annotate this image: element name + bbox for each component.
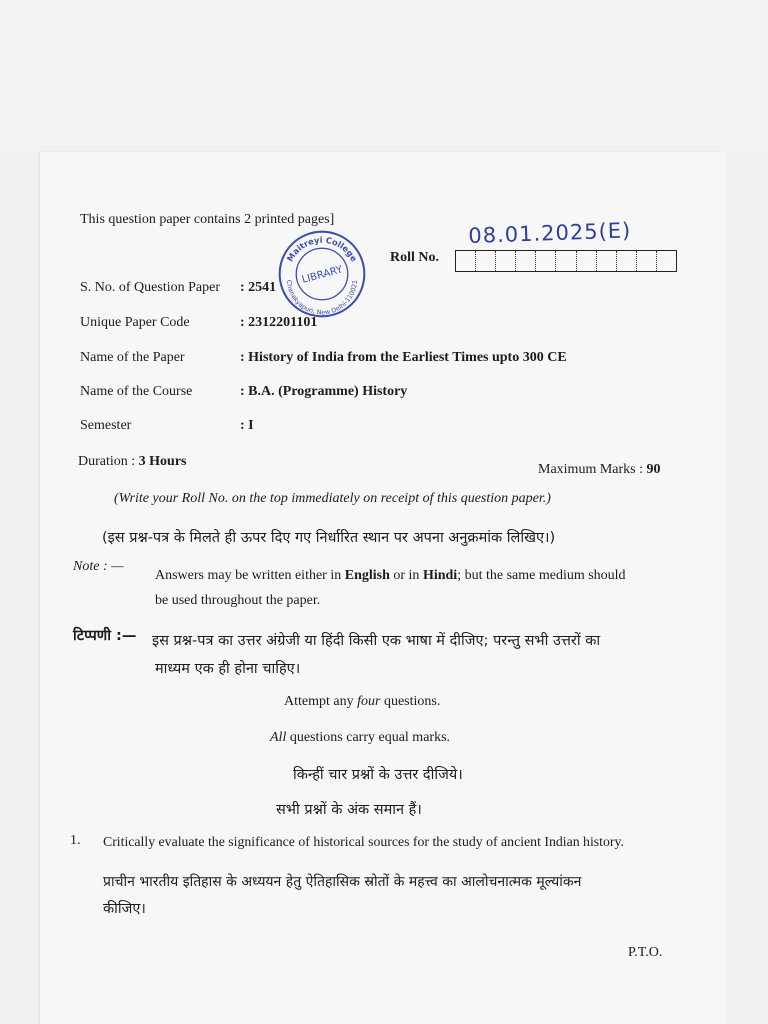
max-marks-label: Maximum Marks : — [538, 462, 647, 477]
field-label-semester: Semester — [80, 418, 132, 433]
note-label: Note : — — [73, 559, 124, 574]
maximum-marks — [538, 462, 661, 478]
field-value-semester: : I — [240, 418, 254, 433]
svg-text:Maitreyi College — [285, 235, 360, 264]
question-text-hi-line-2: कीजिए। — [103, 901, 146, 917]
duration-label: Duration : — [78, 454, 139, 469]
handwritten-date: 08.01.2025(E) — [468, 218, 632, 248]
roll-cell — [617, 251, 637, 271]
tippani-label: टिप्पणी :— — [73, 628, 137, 644]
equal-text: questions carry equal marks. — [286, 730, 451, 745]
field-label-course: Name of the Course — [80, 384, 193, 399]
max-marks-value: 90 — [646, 462, 661, 477]
question-text-en: Critically evaluate the significance of historical sources for the study of ancient Indian history. — [103, 834, 624, 849]
attempt-instruction — [284, 694, 440, 710]
note-hindi: Hindi — [422, 568, 458, 583]
question-number: 1. — [70, 833, 81, 848]
attempt-four: four — [357, 694, 381, 709]
tippani-line-1: इस प्रश्न-पत्र का उत्तर अंग्रेजी या हिंदी किसी एक भाषा में दीजिए; परन्तु सभी उत्तरों का — [152, 633, 601, 649]
field-label-paper-code: Unique Paper Code — [80, 315, 190, 330]
pto-label: P.T.O. — [628, 945, 663, 960]
attempt-text: Attempt any — [284, 694, 358, 709]
note-text: Answers may be written either in — [155, 568, 345, 583]
duration-value: 3 Hours — [138, 454, 187, 469]
roll-cell — [516, 251, 536, 271]
question-text-hi-line-1: प्राचीन भारतीय इतिहास के अध्ययन हेतु ऐतिहासिक स्रोतों के महत्त्व का आलोचनात्मक मूल्यांकन — [103, 874, 582, 890]
roll-cell — [556, 251, 576, 271]
note-line-2: be used throughout the paper. — [155, 593, 321, 608]
roll-label: Roll No. — [390, 250, 439, 265]
roll-instruction-hi: (इस प्रश्न-पत्र के मिलते ही ऊपर दिए गए निर्धारित स्थान पर अपना अनुक्रमांक लिखिए।) — [102, 530, 556, 546]
background-band — [0, 0, 768, 152]
roll-cell — [456, 251, 476, 271]
tippani-line-2: माध्यम एक ही होना चाहिए। — [155, 661, 301, 677]
field-value-paper-name: : History of India from the Earliest Times upto 300 CE — [240, 350, 567, 365]
roll-instruction-en: (Write your Roll No. on the top immediately on receipt of this question paper.) — [114, 491, 551, 506]
field-value-course: : B.A. (Programme) History — [240, 384, 408, 399]
field-label-sno: S. No. of Question Paper — [80, 280, 220, 295]
stamp-center-text: LIBRARY — [300, 264, 344, 286]
roll-cell — [496, 251, 516, 271]
roll-cell — [577, 251, 597, 271]
roll-cell — [637, 251, 657, 271]
equal-marks-instruction — [270, 730, 450, 746]
attempt-instruction-hi: किन्हीं चार प्रश्नों के उत्तर दीजिये। — [293, 767, 463, 783]
svg-text:Chanakyapuri, New Delhi-110021 — [285, 280, 359, 317]
stamp-bottom-text: Chanakyapuri, New Delhi-110021 — [284, 279, 360, 317]
field-value-paper-code: : 2312201101 — [240, 315, 318, 330]
attempt-text: questions. — [380, 694, 441, 709]
equal-all: All — [270, 730, 287, 745]
roll-cell — [536, 251, 556, 271]
roll-cell — [597, 251, 617, 271]
equal-marks-instruction-hi: सभी प्रश्नों के अंक समान हैं। — [276, 802, 422, 818]
duration — [78, 454, 187, 470]
printed-pages-note: This question paper contains 2 printed pages] — [80, 212, 335, 227]
roll-number-boxes — [455, 250, 677, 272]
note-english: English — [344, 568, 390, 583]
library-stamp-icon — [276, 228, 368, 320]
field-value-sno: : 2541 — [240, 280, 277, 295]
roll-cell — [657, 251, 676, 271]
note-text: ; but the same medium should — [457, 568, 626, 583]
stamp-top-text: Maitreyi College — [284, 234, 360, 264]
field-label-paper-name: Name of the Paper — [80, 350, 185, 365]
note-text: or in — [389, 568, 423, 583]
note-line-1 — [155, 568, 626, 584]
roll-cell — [476, 251, 496, 271]
